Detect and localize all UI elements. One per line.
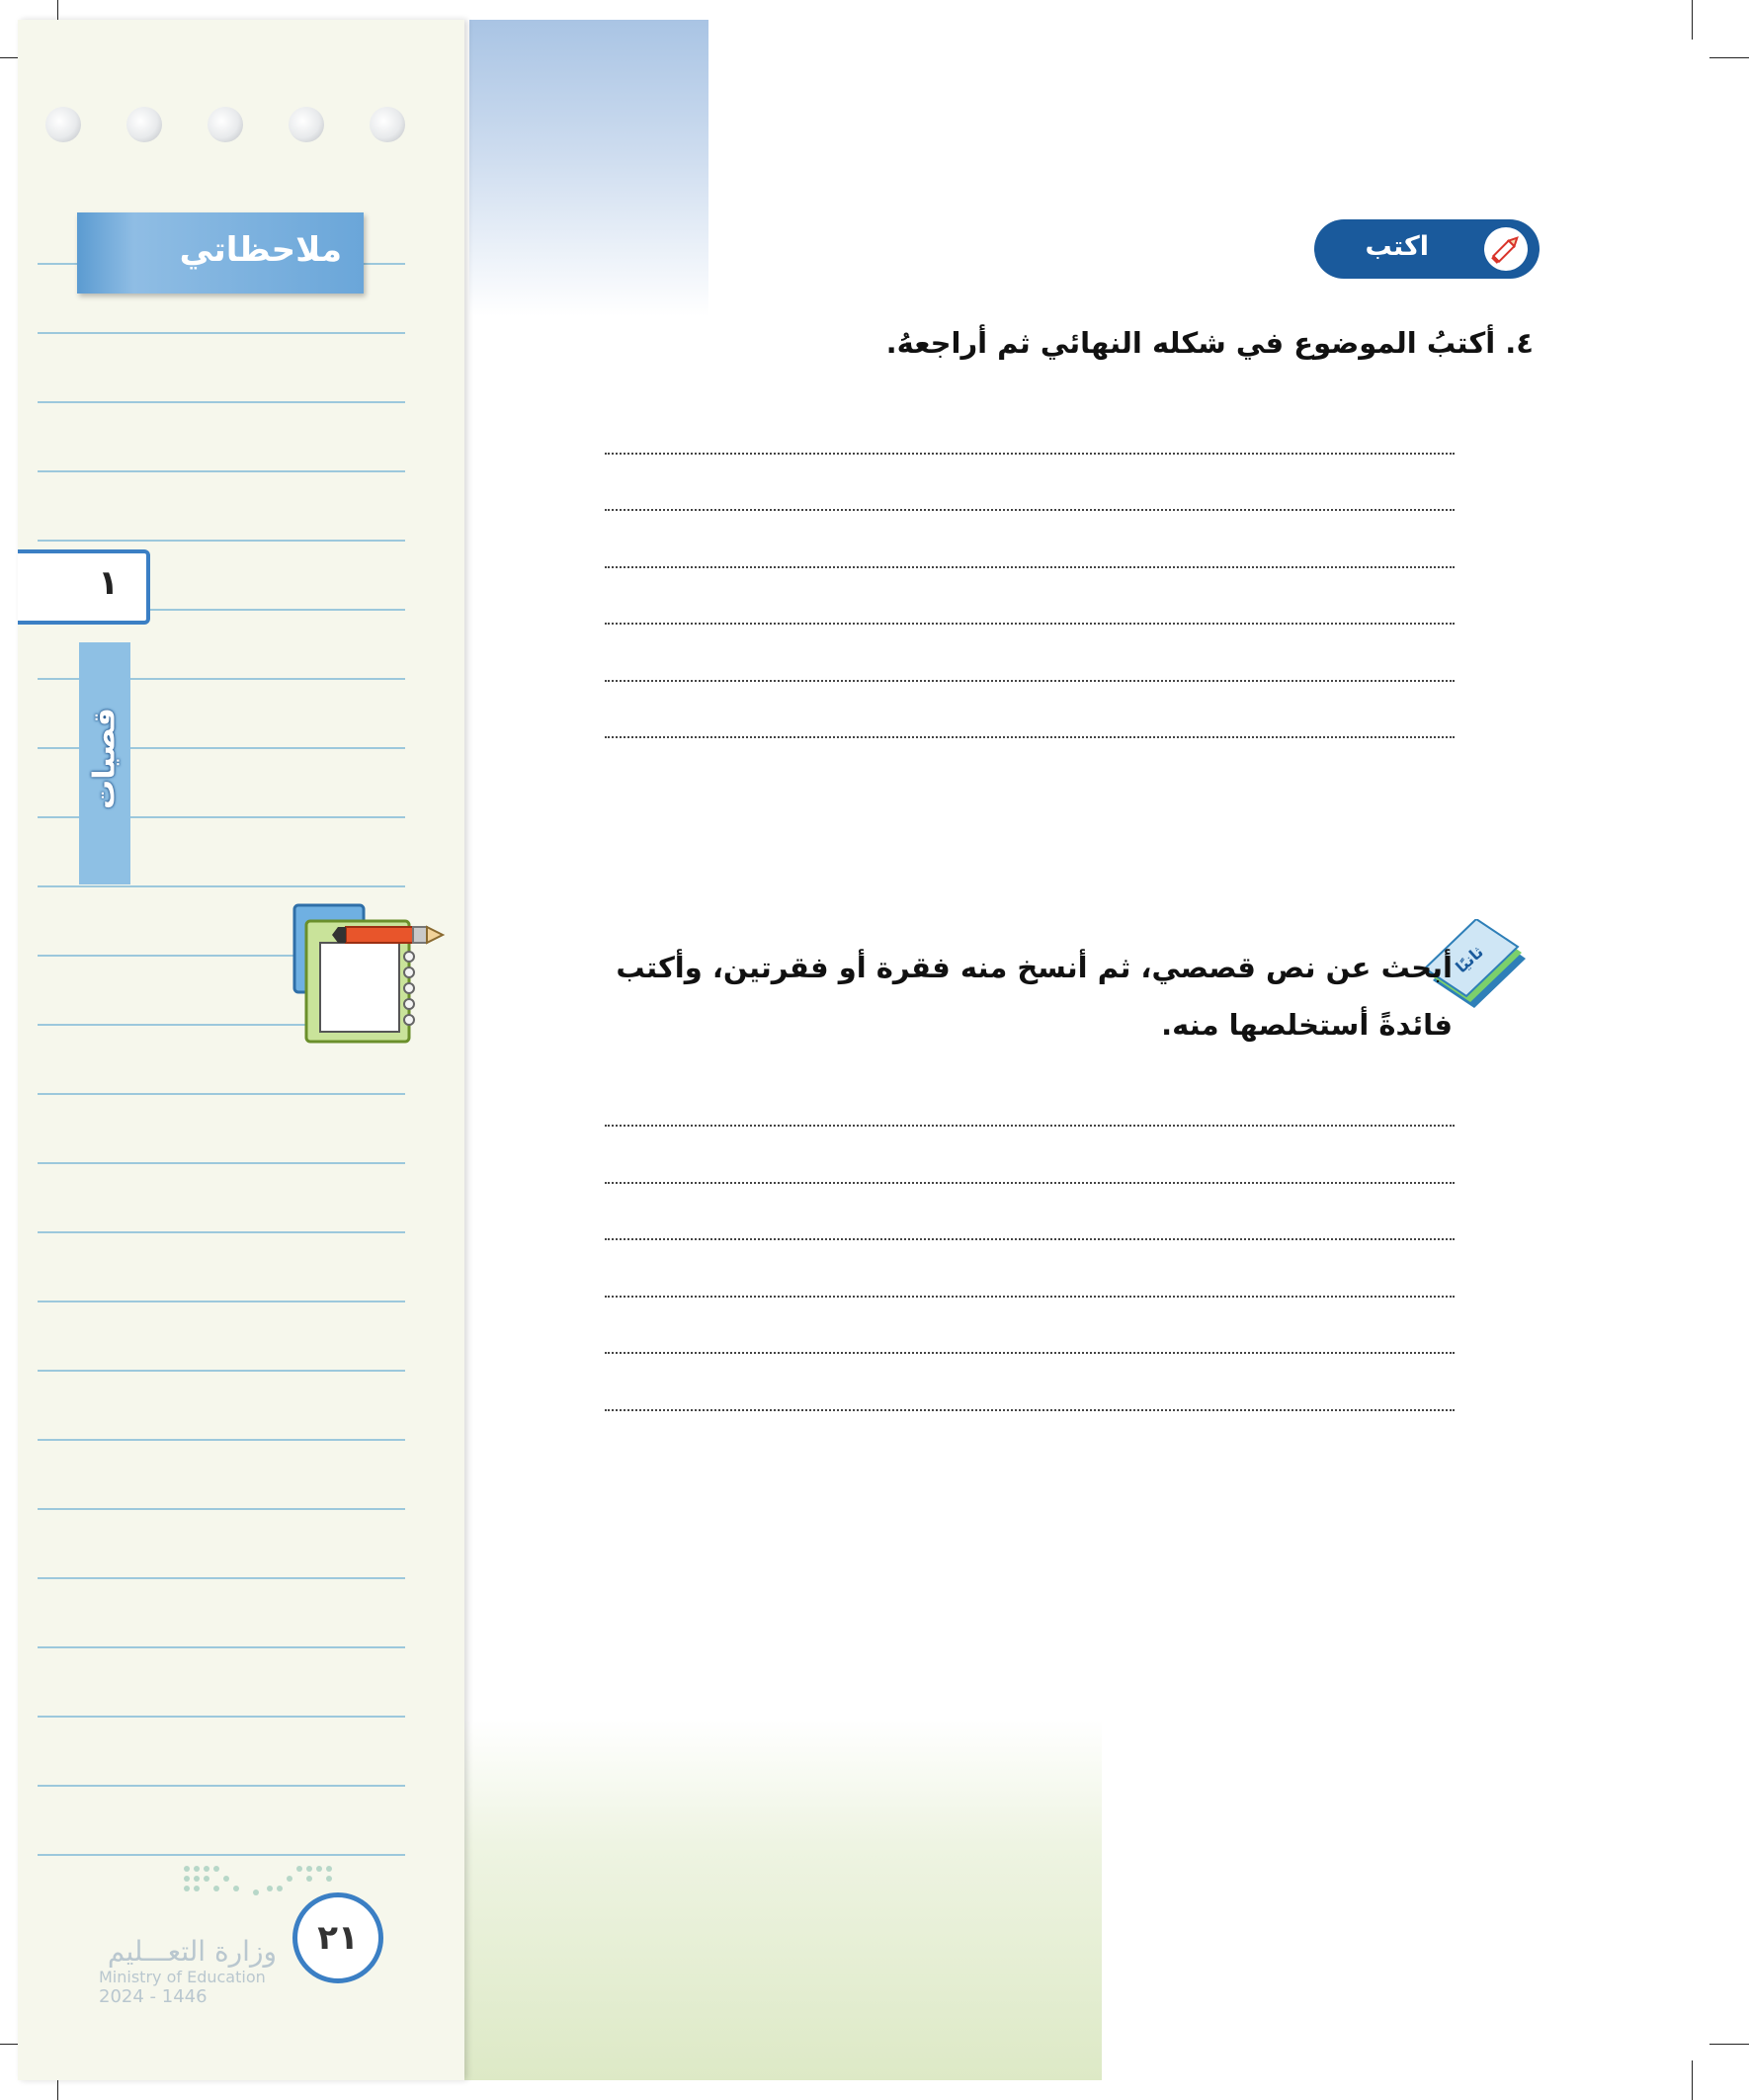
- ruled-line: [38, 885, 405, 887]
- answer-line[interactable]: [605, 1409, 1455, 1411]
- section-tag: [1314, 219, 1540, 279]
- crop-mark: [1709, 57, 1749, 58]
- answer-line[interactable]: [605, 1296, 1455, 1298]
- binder-ring: [45, 107, 81, 142]
- ruled-line: [38, 1370, 405, 1372]
- ruled-line: [38, 1162, 405, 1164]
- ministry-logo: [99, 1935, 277, 2007]
- notes-sidebar: [18, 20, 464, 2080]
- answer-line[interactable]: [605, 623, 1455, 625]
- ruled-line: [38, 1646, 405, 1648]
- top-sky-gradient: [469, 20, 708, 316]
- crop-mark: [1709, 2044, 1749, 2045]
- second-task-text: أبحث عن نص قصصي، ثم أنسخ منه فقرة أو فقرتين، وأكتب فائدةً أستخلصها منه.: [616, 951, 1453, 1042]
- ruled-line: [38, 1231, 405, 1233]
- pencil-icon: [1484, 227, 1528, 271]
- answer-line[interactable]: [605, 1182, 1455, 1184]
- answer-line[interactable]: [605, 736, 1455, 738]
- crop-mark: [1692, 0, 1693, 40]
- ministry-name-english: Ministry of Education: [99, 1968, 266, 1986]
- answer-line[interactable]: [605, 1125, 1455, 1127]
- ruled-line: [38, 1716, 405, 1718]
- ruled-line: [38, 1439, 405, 1441]
- binder-ring: [289, 107, 324, 142]
- ruled-line: [38, 1093, 405, 1095]
- bottom-grass-gradient: [450, 1720, 1102, 2080]
- ruled-line: [38, 401, 405, 403]
- crop-mark: [1692, 2060, 1693, 2100]
- unit-number-box: [18, 549, 150, 625]
- ruled-line: [38, 540, 405, 542]
- unit-number: ١: [98, 563, 119, 603]
- ruled-line: [38, 1508, 405, 1510]
- binder-ring: [208, 107, 243, 142]
- ruled-line: [38, 470, 405, 472]
- ruled-line: [38, 1577, 405, 1579]
- answer-line[interactable]: [605, 1352, 1455, 1354]
- page-number: ٢١: [292, 1892, 383, 1983]
- answer-line[interactable]: [605, 566, 1455, 568]
- answer-line[interactable]: [605, 1238, 1455, 1240]
- ruled-line: [38, 1301, 405, 1302]
- notes-title: ملاحظاتي: [179, 230, 342, 270]
- unit-vertical-tab: [79, 642, 130, 884]
- binder-ring: [126, 107, 162, 142]
- ruled-line: [38, 332, 405, 334]
- ministry-name-arabic: وزارة التعـــليم: [107, 1935, 277, 1968]
- binder-ring: [370, 107, 405, 142]
- second-task-badge-label: ثانيًا: [1452, 942, 1487, 977]
- unit-name: قصيات: [87, 708, 123, 809]
- edition-year: 2024 - 1446: [99, 1986, 208, 2007]
- ruled-line: [38, 1854, 405, 1856]
- notebook-pencil-icon: [287, 899, 459, 1048]
- answer-line[interactable]: [605, 680, 1455, 682]
- answer-line[interactable]: [605, 509, 1455, 511]
- notes-header-tab: [77, 212, 364, 294]
- section-tag-label: اكتب: [1365, 231, 1429, 262]
- question-4: ٤. أكتبُ الموضوع في شكله النهائي ثم أراجعهُ.: [885, 326, 1534, 360]
- answer-line[interactable]: [605, 453, 1455, 455]
- ruled-line: [38, 1785, 405, 1787]
